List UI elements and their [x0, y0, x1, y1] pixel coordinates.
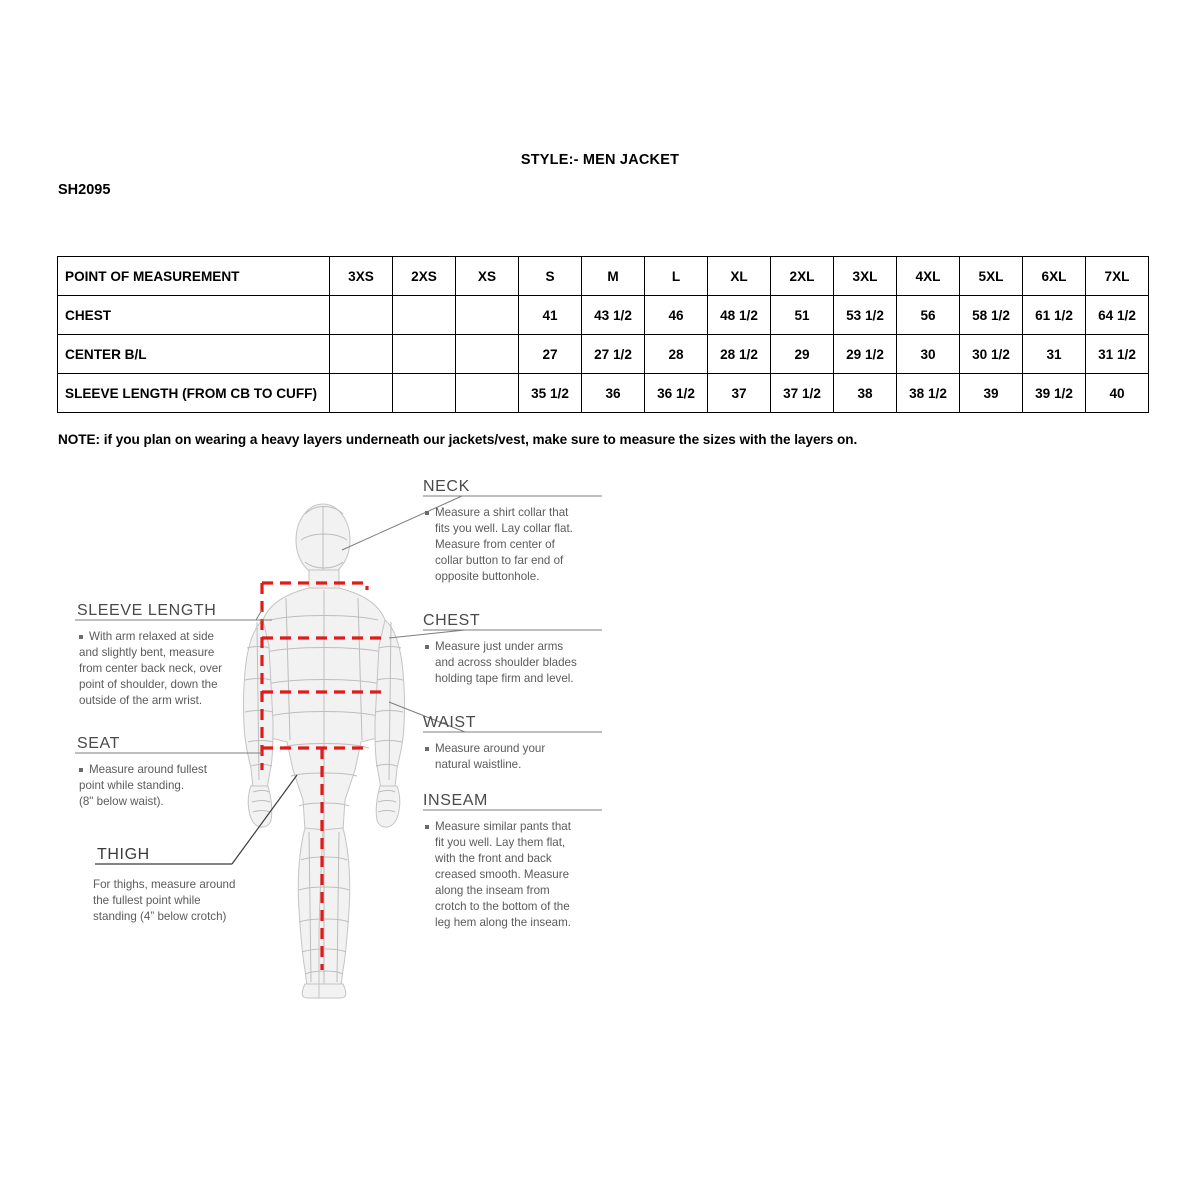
seat-title: SEAT — [77, 735, 121, 752]
waist-line-2: natural waistline. — [435, 758, 522, 771]
column-header-3xs: 3XS — [330, 257, 393, 296]
inseam-line-6: crotch to the bottom of the — [435, 900, 570, 913]
column-header-7xl: 7XL — [1086, 257, 1149, 296]
waist-line-1: Measure around your — [435, 742, 546, 755]
column-header-l: L — [645, 257, 708, 296]
cell-chest-2xs — [393, 296, 456, 335]
cell-sleeve-xs — [456, 374, 519, 413]
sleeve-line-4: point of shoulder, down the — [79, 678, 218, 691]
inseam-bullet — [425, 825, 429, 829]
cell-centerbl-6xl: 31 — [1023, 335, 1086, 374]
sleeve-line-3: from center back neck, over — [79, 662, 223, 675]
cell-chest-m: 43 1/2 — [582, 296, 645, 335]
table-row — [58, 335, 1149, 374]
thigh-line-3: standing (4” below crotch) — [93, 910, 227, 923]
chest-line-2: and across shoulder blades — [435, 656, 577, 669]
cell-sleeve-xl: 37 — [708, 374, 771, 413]
cell-sleeve-2xs — [393, 374, 456, 413]
guide-seat — [77, 735, 208, 808]
page-title: STYLE:- MEN JACKET — [520, 152, 680, 168]
sleeve-title: SLEEVE LENGTH — [77, 602, 217, 619]
row-label-sleeve-length: SLEEVE LENGTH (FROM CB TO CUFF) — [58, 374, 330, 413]
cell-centerbl-l: 28 — [645, 335, 708, 374]
cell-sleeve-m: 36 — [582, 374, 645, 413]
cell-chest-5xl: 58 1/2 — [960, 296, 1023, 335]
sleeve-line-5: outside of the arm wrist. — [79, 694, 203, 707]
table-header-row — [58, 257, 1149, 296]
column-header-2xs: 2XS — [393, 257, 456, 296]
chest-title: CHEST — [423, 612, 481, 629]
cell-centerbl-4xl: 30 — [897, 335, 960, 374]
neck-line-5: opposite buttonhole. — [435, 570, 540, 583]
guide-inseam — [423, 792, 572, 929]
neck-line-2: fits you well. Lay collar flat. — [435, 522, 573, 535]
thigh-line-2: the fullest point while — [93, 894, 201, 907]
inseam-line-3: with the front and back — [435, 852, 552, 865]
cell-centerbl-3xs — [330, 335, 393, 374]
cell-centerbl-m: 27 1/2 — [582, 335, 645, 374]
cell-centerbl-3xl: 29 1/2 — [834, 335, 897, 374]
row-label-center-bl: CENTER B/L — [58, 335, 330, 374]
inseam-line-4: creased smooth. Measure — [435, 868, 570, 881]
waist-title: WAIST — [423, 714, 477, 731]
neck-line-3: Measure from center of — [435, 538, 555, 551]
cell-sleeve-3xl: 38 — [834, 374, 897, 413]
seat-bullet — [79, 768, 83, 772]
cell-chest-xl: 48 1/2 — [708, 296, 771, 335]
table-row — [58, 374, 1149, 413]
cell-chest-s: 41 — [519, 296, 582, 335]
row-label-chest: CHEST — [58, 296, 330, 335]
column-header-2xl: 2XL — [771, 257, 834, 296]
cell-centerbl-xl: 28 1/2 — [708, 335, 771, 374]
chest-line-1: Measure just under arms — [435, 640, 564, 653]
cell-chest-3xl: 53 1/2 — [834, 296, 897, 335]
guide-neck — [423, 478, 573, 583]
cell-centerbl-7xl: 31 1/2 — [1086, 335, 1149, 374]
cell-centerbl-xs — [456, 335, 519, 374]
column-header-s: S — [519, 257, 582, 296]
cell-chest-2xl: 51 — [771, 296, 834, 335]
chest-line-3: holding tape firm and level. — [435, 672, 574, 685]
cell-sleeve-2xl: 37 1/2 — [771, 374, 834, 413]
sleeve-leader-line — [256, 610, 262, 620]
chest-bullet — [425, 645, 429, 649]
column-header-m: M — [582, 257, 645, 296]
column-header-5xl: 5XL — [960, 257, 1023, 296]
cell-chest-l: 46 — [645, 296, 708, 335]
chest-leader-line — [389, 630, 465, 638]
cell-sleeve-3xs — [330, 374, 393, 413]
inseam-line-2: fit you well. Lay them flat, — [435, 836, 566, 849]
column-header-point-of-measurement: POINT OF MEASUREMENT — [58, 257, 330, 296]
style-code: SH2095 — [58, 182, 111, 198]
guide-sleeve-length — [77, 602, 222, 707]
cell-chest-4xl: 56 — [897, 296, 960, 335]
seat-line-1: Measure around fullest — [89, 763, 207, 776]
guide-chest — [423, 612, 577, 685]
guide-waist — [423, 714, 545, 771]
size-table — [57, 256, 1149, 413]
inseam-title: INSEAM — [423, 792, 488, 809]
body-mannequin-illustration — [244, 504, 405, 998]
cell-chest-7xl: 64 1/2 — [1086, 296, 1149, 335]
sleeve-line-1: With arm relaxed at side — [89, 630, 215, 643]
inseam-line-1: Measure similar pants that — [435, 820, 571, 833]
cell-sleeve-6xl: 39 1/2 — [1023, 374, 1086, 413]
cell-chest-6xl: 61 1/2 — [1023, 296, 1086, 335]
column-header-xl: XL — [708, 257, 771, 296]
cell-centerbl-2xs — [393, 335, 456, 374]
cell-centerbl-5xl: 30 1/2 — [960, 335, 1023, 374]
thigh-title: THIGH — [97, 846, 150, 863]
cell-sleeve-s: 35 1/2 — [519, 374, 582, 413]
measurement-note: NOTE: if you plan on wearing a heavy layers underneath our jackets/vest, make sure to measure the sizes with the layers on. — [58, 432, 858, 447]
seat-line-3: (8" below waist). — [79, 795, 164, 808]
cell-sleeve-7xl: 40 — [1086, 374, 1149, 413]
cell-sleeve-4xl: 38 1/2 — [897, 374, 960, 413]
cell-chest-xs — [456, 296, 519, 335]
column-header-4xl: 4XL — [897, 257, 960, 296]
measurement-guide-figure — [57, 470, 677, 1000]
inseam-line-5: along the inseam from — [435, 884, 550, 897]
neck-title: NECK — [423, 478, 470, 495]
neck-line-1: Measure a shirt collar that — [435, 506, 569, 519]
cell-centerbl-2xl: 29 — [771, 335, 834, 374]
table-row — [58, 296, 1149, 335]
guide-thigh — [93, 846, 235, 923]
column-header-3xl: 3XL — [834, 257, 897, 296]
sleeve-line-2: and slightly bent, measure — [79, 646, 215, 659]
cell-centerbl-s: 27 — [519, 335, 582, 374]
sleeve-bullet — [79, 635, 83, 639]
seat-line-2: point while standing. — [79, 779, 185, 792]
waist-bullet — [425, 747, 429, 751]
inseam-line-7: leg hem along the inseam. — [435, 916, 571, 929]
cell-sleeve-5xl: 39 — [960, 374, 1023, 413]
column-header-xs: XS — [456, 257, 519, 296]
cell-sleeve-l: 36 1/2 — [645, 374, 708, 413]
neck-line-4: collar button to far end of — [435, 554, 564, 567]
column-header-6xl: 6XL — [1023, 257, 1086, 296]
thigh-line-1: For thighs, measure around — [93, 878, 236, 891]
cell-chest-3xs — [330, 296, 393, 335]
size-table-container — [57, 256, 1142, 413]
neck-bullet — [425, 511, 429, 515]
